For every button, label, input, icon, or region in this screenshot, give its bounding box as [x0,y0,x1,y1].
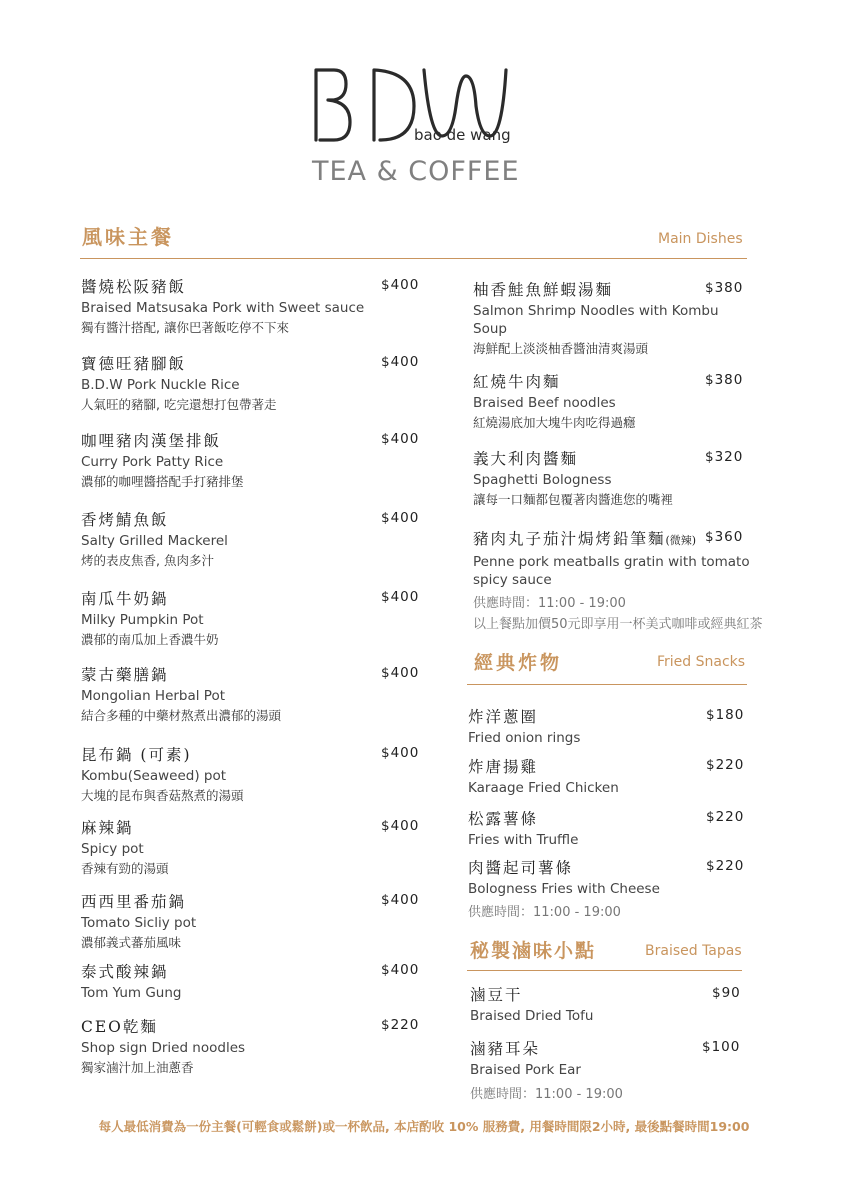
menu-item-price: $320 [705,449,744,465]
main-combo-note: 以上餐點加價50元即享用一杯美式咖啡或經典紅茶 [473,617,763,632]
menu-item-name-zh [81,745,421,765]
menu-item-price: $400 [381,277,420,293]
menu-item-name-zh [81,589,421,609]
braised-section-title-en: Braised Tapas [645,943,742,959]
menu-item-name-zh-text: 炸唐揚雞 [468,758,539,776]
menu-item-description: 人氣旺的豬腳, 吃完還想打包帶著走 [81,397,277,412]
menu-item-price: $90 [712,985,741,1001]
menu-item-name-zh [81,1017,421,1037]
menu-item [81,745,421,805]
brand-logo [310,66,520,190]
menu-item [473,280,753,358]
menu-item-name-zh-text: 蒙古藥膳鍋 [81,666,169,684]
menu-item-name-zh [81,818,421,838]
menu-item-description: 讓每一口麵都包覆著肉醬進您的嘴裡 [473,492,674,507]
menu-item-price: $100 [702,1039,741,1055]
menu-item-description: 烤的表皮焦香, 魚肉多汁 [81,553,214,568]
menu-item [473,529,753,589]
menu-item-price: $400 [381,818,420,834]
menu-item [81,962,421,1002]
menu-item-name-zh [81,962,421,982]
menu-item-name-en: Braised Matsusaka Pork with Sweet sauce [81,300,365,316]
braised-section-title: 秘製滷味小點 [470,940,597,962]
menu-item-name-en: Shop sign Dried noodles [81,1040,246,1056]
menu-item-name-zh-text: 滷豆干 [470,986,523,1004]
fried-hours-note: 供應時間：11:00 - 19:00 [468,905,621,920]
menu-item [470,985,750,1025]
menu-item-name-en: B.D.W Pork Nuckle Rice [81,377,240,393]
menu-item-description: 獨家滷汁加上油蔥香 [81,1060,194,1075]
menu-item-name-zh-text: 泰式酸辣鍋 [81,963,169,981]
menu-item-name-zh [470,985,750,1005]
menu-item-name-zh-text: CEO乾麵 [81,1018,158,1036]
menu-item-description: 濃郁義式蕃茄風味 [81,935,182,950]
menu-item-price: $400 [381,589,420,605]
menu-item-price: $400 [381,892,420,908]
menu-item-name-zh [81,510,421,530]
menu-item-price: $380 [705,280,744,296]
menu-item-spice-note: (微辣) [665,534,697,547]
menu-item-name-zh [81,431,421,451]
menu-item-name-zh-text: 炸洋蔥圈 [468,708,539,726]
main-section-title: 風味主餐 [82,225,174,249]
menu-item [81,589,421,649]
menu-item-description: 獨有醬汁搭配, 讓你巴著飯吃停不下來 [81,320,289,335]
menu-item-price: $400 [381,745,420,761]
menu-item-name-en: Mongolian Herbal Pot [81,688,226,704]
fried-section-divider [467,684,747,685]
menu-item-name-en: Fried onion rings [468,730,581,746]
menu-item-name-en: Karaage Fried Chicken [468,780,619,796]
menu-item-name-en: Braised Pork Ear [470,1062,581,1078]
menu-item-name-en: Penne pork meatballs gratin with tomato spicy sauce [473,554,750,588]
menu-item [81,1017,421,1077]
menu-item-description: 大塊的昆布與香菇熬煮的湯頭 [81,788,244,803]
menu-item-name-en: Tom Yum Gung [81,985,182,1001]
menu-item-name-zh-text: 紅燒牛肉麵 [473,373,561,391]
menu-item-description: 香辣有勁的湯頭 [81,861,169,876]
menu-item-description: 結合多種的中藥材熬煮出濃郁的湯頭 [81,708,282,723]
menu-item-name-zh-text: 柚香鮭魚鮮蝦湯麵 [473,281,614,299]
menu-item [81,510,421,570]
menu-item [81,277,421,337]
menu-item-name-zh-text: 松露薯條 [468,810,539,828]
menu-item-name-zh-text: 麻辣鍋 [81,819,134,837]
menu-item-name-zh-text: 肉醬起司薯條 [468,859,574,877]
menu-item-price: $400 [381,354,420,370]
menu-item-name-zh-text: 寶德旺豬腳飯 [81,355,187,373]
menu-item-name-en: Kombu(Seaweed) pot [81,768,227,784]
menu-item-name-en: Salty Grilled Mackerel [81,533,228,549]
menu-item-name-zh-text: 咖哩豬肉漢堡排飯 [81,432,222,450]
menu-item [81,818,421,878]
menu-item-name-zh [81,277,421,297]
menu-item-price: $400 [381,431,420,447]
menu-item-price: $220 [706,809,745,825]
menu-item [468,707,748,747]
menu-item-name-zh-text: 南瓜牛奶鍋 [81,590,169,608]
menu-item-name-zh [81,354,421,374]
main-section-divider [80,258,747,259]
menu-item-name-zh-text: 醬燒松阪豬飯 [81,278,187,296]
menu-item-name-zh-text: 香烤鯖魚飯 [81,511,169,529]
menu-item [473,449,753,509]
menu-item-description: 濃郁的咖哩醬搭配手打豬排堡 [81,474,244,489]
menu-item [470,1039,750,1079]
menu-item-price: $220 [706,858,745,874]
menu-item-price: $400 [381,962,420,978]
menu-item-description: 海鮮配上淡淡柚香醬油清爽湯頭 [473,341,649,356]
menu-item-description: 濃郁的南瓜加上香濃牛奶 [81,632,219,647]
brand-subtitle: bao de wang [414,126,511,144]
menu-item-name-zh-text: 義大利肉醬麵 [473,450,579,468]
menu-item-name-en: Milky Pumpkin Pot [81,612,204,628]
fried-section-title: 經典炸物 [474,652,563,674]
menu-item-name-zh [81,665,421,685]
menu-item-name-en: Bologness Fries with Cheese [468,881,660,897]
main-hours-note: 供應時間：11:00 - 19:00 [473,596,626,611]
menu-item-name-en: Spaghetti Bologness [473,472,612,488]
menu-item [81,665,421,725]
menu-item-price: $380 [705,372,744,388]
menu-item [468,858,748,898]
menu-item-name-zh [81,892,421,912]
menu-item-name-zh-text: 滷豬耳朵 [470,1040,541,1058]
menu-item-name-en: Salmon Shrimp Noodles with Kombu Soup [473,303,719,337]
menu-item-name-zh-text: 豬肉丸子茄汁焗烤鉛筆麵 [473,530,666,548]
menu-item [468,757,748,797]
menu-item-price: $400 [381,665,420,681]
menu-item [468,809,748,849]
menu-item-price: $220 [381,1017,420,1033]
fried-section-title-en: Fried Snacks [657,654,746,670]
main-section-title-en: Main Dishes [658,231,743,247]
menu-item [81,431,421,491]
braised-hours-note: 供應時間：11:00 - 19:00 [470,1087,623,1102]
footer-policy: 每人最低消費為一份主餐(可輕食或鬆餅)或一杯飲品, 本店酌收 10% 服務費, 用餐時間限2小時, 最後點餐時間19:00 [98,1119,750,1134]
menu-item-price: $360 [705,529,744,545]
menu-item-name-en: Tomato Sicliy pot [81,915,197,931]
menu-item-name-en: Braised Beef noodles [473,395,616,411]
menu-item [473,372,753,432]
menu-item-price: $400 [381,510,420,526]
menu-item [81,892,421,952]
menu-item-price: $180 [706,707,745,723]
menu-item-name-zh-text: 西西里番茄鍋 [81,893,187,911]
menu-item-name-en: Curry Pork Patty Rice [81,454,224,470]
brand-tagline: TEA & COFFEE [312,156,520,187]
menu-item-name-en: Fries with Truffle [468,832,579,848]
menu-item-name-zh-text: 昆布鍋 (可素) [81,746,192,764]
menu-item-description: 紅燒湯底加大塊牛肉吃得過癮 [473,415,636,430]
menu-item-price: $220 [706,757,745,773]
menu-item-name-en: Spicy pot [81,841,144,857]
menu-item [81,354,421,414]
braised-section-divider [467,970,742,971]
menu-item-name-en: Braised Dried Tofu [470,1008,594,1024]
